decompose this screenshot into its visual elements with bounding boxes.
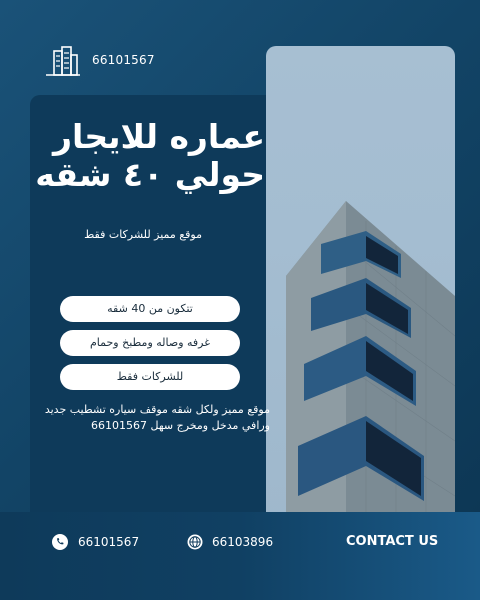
page-title — [25, 118, 265, 194]
footer — [0, 512, 480, 600]
contact-us-label[interactable]: CONTACT US — [346, 534, 439, 549]
footer-phone-2[interactable]: 66103896 — [212, 535, 274, 549]
description-line-1: موقع مميز ولكل شقه موقف سياره تشطيب جديد — [44, 403, 270, 416]
header-phone: 66101567 — [92, 53, 155, 67]
footer-phone[interactable]: 66101567 — [78, 535, 140, 549]
building-photo — [266, 46, 455, 526]
subtitle: موقع مميز للشركات فقط — [84, 228, 202, 241]
title-line-2: حولي ٤٠ شقه — [35, 155, 265, 194]
description — [30, 402, 270, 434]
description-line-2: ورافي مدخل ومخرج سهل 66101567 — [91, 419, 270, 432]
globe-icon — [187, 534, 203, 550]
feature-pill-3: للشركات فقط — [60, 364, 240, 390]
feature-pill-1: تتكون من 40 شقه — [60, 296, 240, 322]
title-line-1: عماره للايجار — [52, 117, 265, 156]
phone-icon — [52, 534, 68, 550]
feature-pill-2: غرفه وصاله ومطبخ وحمام — [60, 330, 240, 356]
building-logo-icon — [44, 45, 82, 79]
building-illustration — [266, 46, 455, 526]
